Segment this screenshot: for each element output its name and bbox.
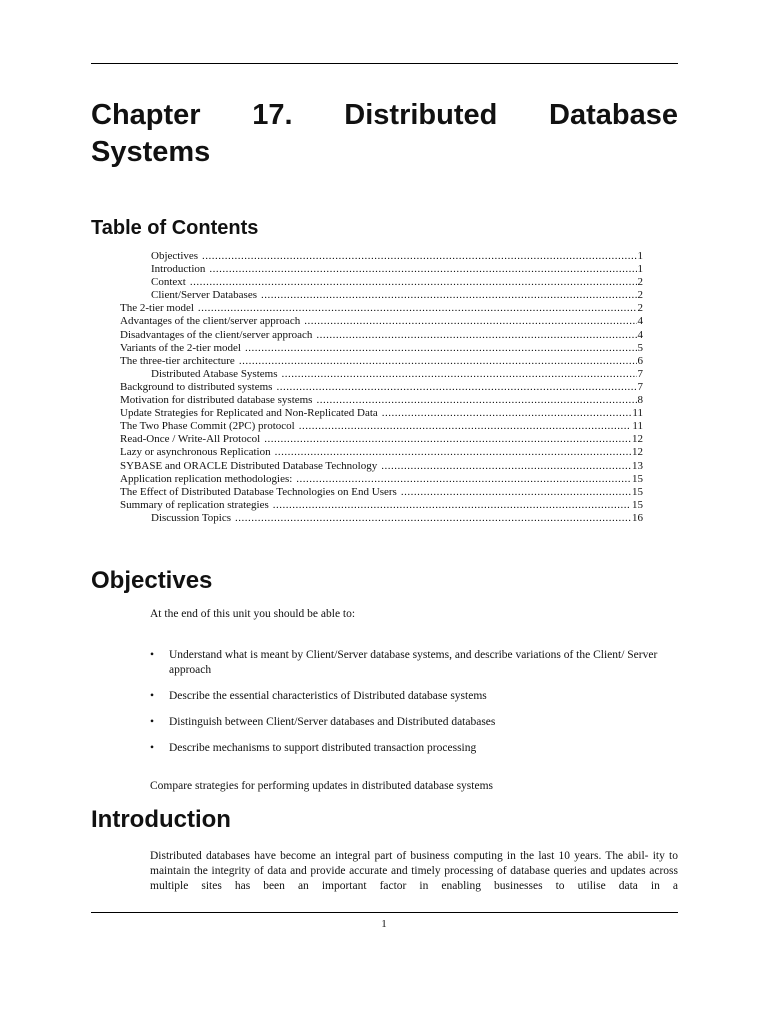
objective-text: Understand what is meant by Client/Server database systems, and describe variations of the Client/ Server approach (169, 649, 658, 676)
toc-entry-page: 12 (632, 446, 643, 459)
toc-entry[interactable] (120, 263, 643, 276)
toc-dot-leader (245, 342, 637, 355)
toc-entry-label: Discussion Topics (151, 511, 232, 524)
toc-entry-page: 8 (637, 394, 643, 407)
toc-dot-leader (381, 460, 631, 473)
top-rule (91, 63, 678, 64)
toc-dot-leader (276, 381, 636, 394)
objective-item (150, 741, 680, 756)
chapter-title-word: 17. (252, 99, 293, 131)
toc-entry[interactable] (120, 276, 643, 289)
toc-entry-page: 15 (632, 485, 643, 498)
toc-entry[interactable] (120, 250, 643, 263)
toc-entry-page: 2 (637, 289, 643, 302)
toc-entry[interactable] (120, 512, 643, 525)
introduction-heading: Introduction (91, 806, 231, 833)
toc-entry[interactable] (120, 315, 643, 328)
toc-dot-leader (209, 263, 636, 276)
objective-text: Distinguish between Client/Server databases and Distributed databases (169, 716, 496, 728)
toc-entry-page: 2 (637, 302, 643, 315)
toc-entry-page: 7 (637, 380, 643, 393)
chapter-title-word: Chapter (91, 99, 201, 131)
toc-entry-label: Read-Once / Write-All Protocol (120, 433, 261, 446)
bullet-icon: • (150, 716, 155, 728)
toc-entry-label: Lazy or asynchronous Replication (120, 446, 271, 459)
toc-dot-leader (239, 355, 637, 368)
toc-entry-page: 1 (637, 263, 643, 276)
toc-entry[interactable] (120, 433, 643, 446)
toc-entry-label: Summary of replication strategies (120, 498, 269, 511)
introduction-paragraph: Distributed databases have become an integral part of business computing in the last 10 years. The abil- ity to maintain the integrity of data and provide accurate and timely processing of database queries and updates across multiple sites has been an important factor in enabling businesses to utilise data in a (150, 850, 678, 892)
toc-entry-page: 4 (637, 315, 643, 328)
toc-entry[interactable] (120, 420, 643, 433)
toc-dot-leader (299, 420, 632, 433)
toc-entry-page: 12 (632, 433, 643, 446)
toc-entry[interactable] (120, 446, 643, 459)
toc-dot-leader (190, 276, 637, 289)
bullet-icon: • (150, 649, 155, 661)
toc-entry[interactable] (120, 368, 643, 381)
toc-entry-page: 16 (632, 511, 643, 524)
objective-text: Describe mechanisms to support distributed transaction processing (169, 742, 477, 754)
toc-dot-leader (202, 250, 636, 263)
toc-entry[interactable] (120, 355, 643, 368)
toc-entry-label: The three-tier architecture (120, 354, 235, 367)
chapter-title-line1 (91, 97, 678, 134)
toc-entry-label: Distributed Atabase Systems (151, 367, 278, 380)
toc-dot-leader (198, 302, 637, 315)
objective-text: Describe the essential characteristics of Distributed database systems (169, 690, 487, 702)
objectives-conclusion: Compare strategies for performing updates in distributed database systems (150, 780, 493, 792)
toc-dot-leader (296, 473, 631, 486)
chapter-title (91, 97, 678, 171)
toc-entry-label: The Effect of Distributed Database Technologies on End Users (120, 485, 397, 498)
toc-dot-leader (261, 289, 637, 302)
toc-entry-label: The 2-tier model (120, 302, 194, 315)
toc-entry-page: 13 (632, 459, 643, 472)
objective-item (150, 648, 680, 678)
toc-dot-leader (316, 394, 636, 407)
toc-dot-leader (273, 499, 631, 512)
toc-entry-label: Disadvantages of the client/server approach (120, 328, 313, 341)
page-number: 1 (381, 918, 387, 930)
table-of-contents (120, 250, 643, 525)
toc-entry-page: 5 (637, 341, 643, 354)
toc-dot-leader (316, 329, 636, 342)
toc-heading: Table of Contents (91, 217, 259, 239)
toc-entry-page: 11 (632, 420, 643, 433)
objective-item (150, 715, 680, 730)
toc-entry[interactable] (120, 289, 643, 302)
toc-dot-leader (275, 446, 631, 459)
toc-entry-page: 15 (632, 498, 643, 511)
toc-entry-label: Background to distributed systems (120, 380, 273, 393)
toc-entry-label: Objectives (151, 250, 199, 262)
toc-dot-leader (282, 368, 637, 381)
toc-entry-label: Update Strategies for Replicated and Non-Replicated Data (120, 407, 378, 420)
toc-entry-label: Application replication methodologies: (120, 472, 293, 485)
toc-entry-page: 4 (637, 328, 643, 341)
bottom-rule (91, 912, 678, 913)
toc-entry-label: Introduction (151, 263, 206, 276)
toc-entry-label: The Two Phase Commit (2PC) protocol (120, 420, 295, 433)
toc-entry-label: Advantages of the client/server approach (120, 315, 301, 328)
toc-entry-label: Client/Server Databases (151, 289, 257, 302)
toc-entry-label: Context (151, 276, 186, 289)
toc-dot-leader (382, 407, 632, 420)
chapter-title-word: Distributed (344, 99, 498, 131)
toc-entry-page: 15 (632, 472, 643, 485)
chapter-title-word: Database (549, 99, 678, 131)
bullet-icon: • (150, 690, 155, 702)
toc-entry[interactable] (120, 381, 643, 394)
toc-entry[interactable] (120, 486, 643, 499)
toc-entry[interactable] (120, 460, 643, 473)
objectives-bullet-list (150, 648, 680, 767)
toc-entry[interactable] (120, 473, 643, 486)
toc-entry-label: SYBASE and ORACLE Distributed Database Technology (120, 459, 378, 472)
toc-dot-leader (304, 315, 636, 328)
objectives-intro: At the end of this unit you should be able to: (150, 608, 356, 620)
toc-dot-leader (235, 512, 631, 525)
objective-item (150, 689, 680, 704)
toc-dot-leader (264, 433, 631, 446)
toc-entry-label: Motivation for distributed database systems (120, 394, 313, 407)
toc-dot-leader (401, 486, 631, 499)
toc-entry-page: 11 (632, 407, 643, 420)
toc-entry-page: 2 (637, 276, 643, 289)
toc-entry[interactable] (120, 394, 643, 407)
toc-entry-page: 6 (637, 354, 643, 367)
chapter-title-line2: Systems (91, 136, 211, 168)
objectives-heading: Objectives (91, 567, 213, 594)
toc-entry-page: 1 (637, 250, 643, 262)
toc-entry[interactable] (120, 302, 643, 315)
toc-entry-page: 7 (637, 367, 643, 380)
toc-entry[interactable] (120, 407, 643, 420)
toc-entry-label: Variants of the 2-tier model (120, 341, 241, 354)
toc-entry[interactable] (120, 499, 643, 512)
toc-entry[interactable] (120, 342, 643, 355)
toc-entry[interactable] (120, 329, 643, 342)
bullet-icon: • (150, 742, 155, 754)
